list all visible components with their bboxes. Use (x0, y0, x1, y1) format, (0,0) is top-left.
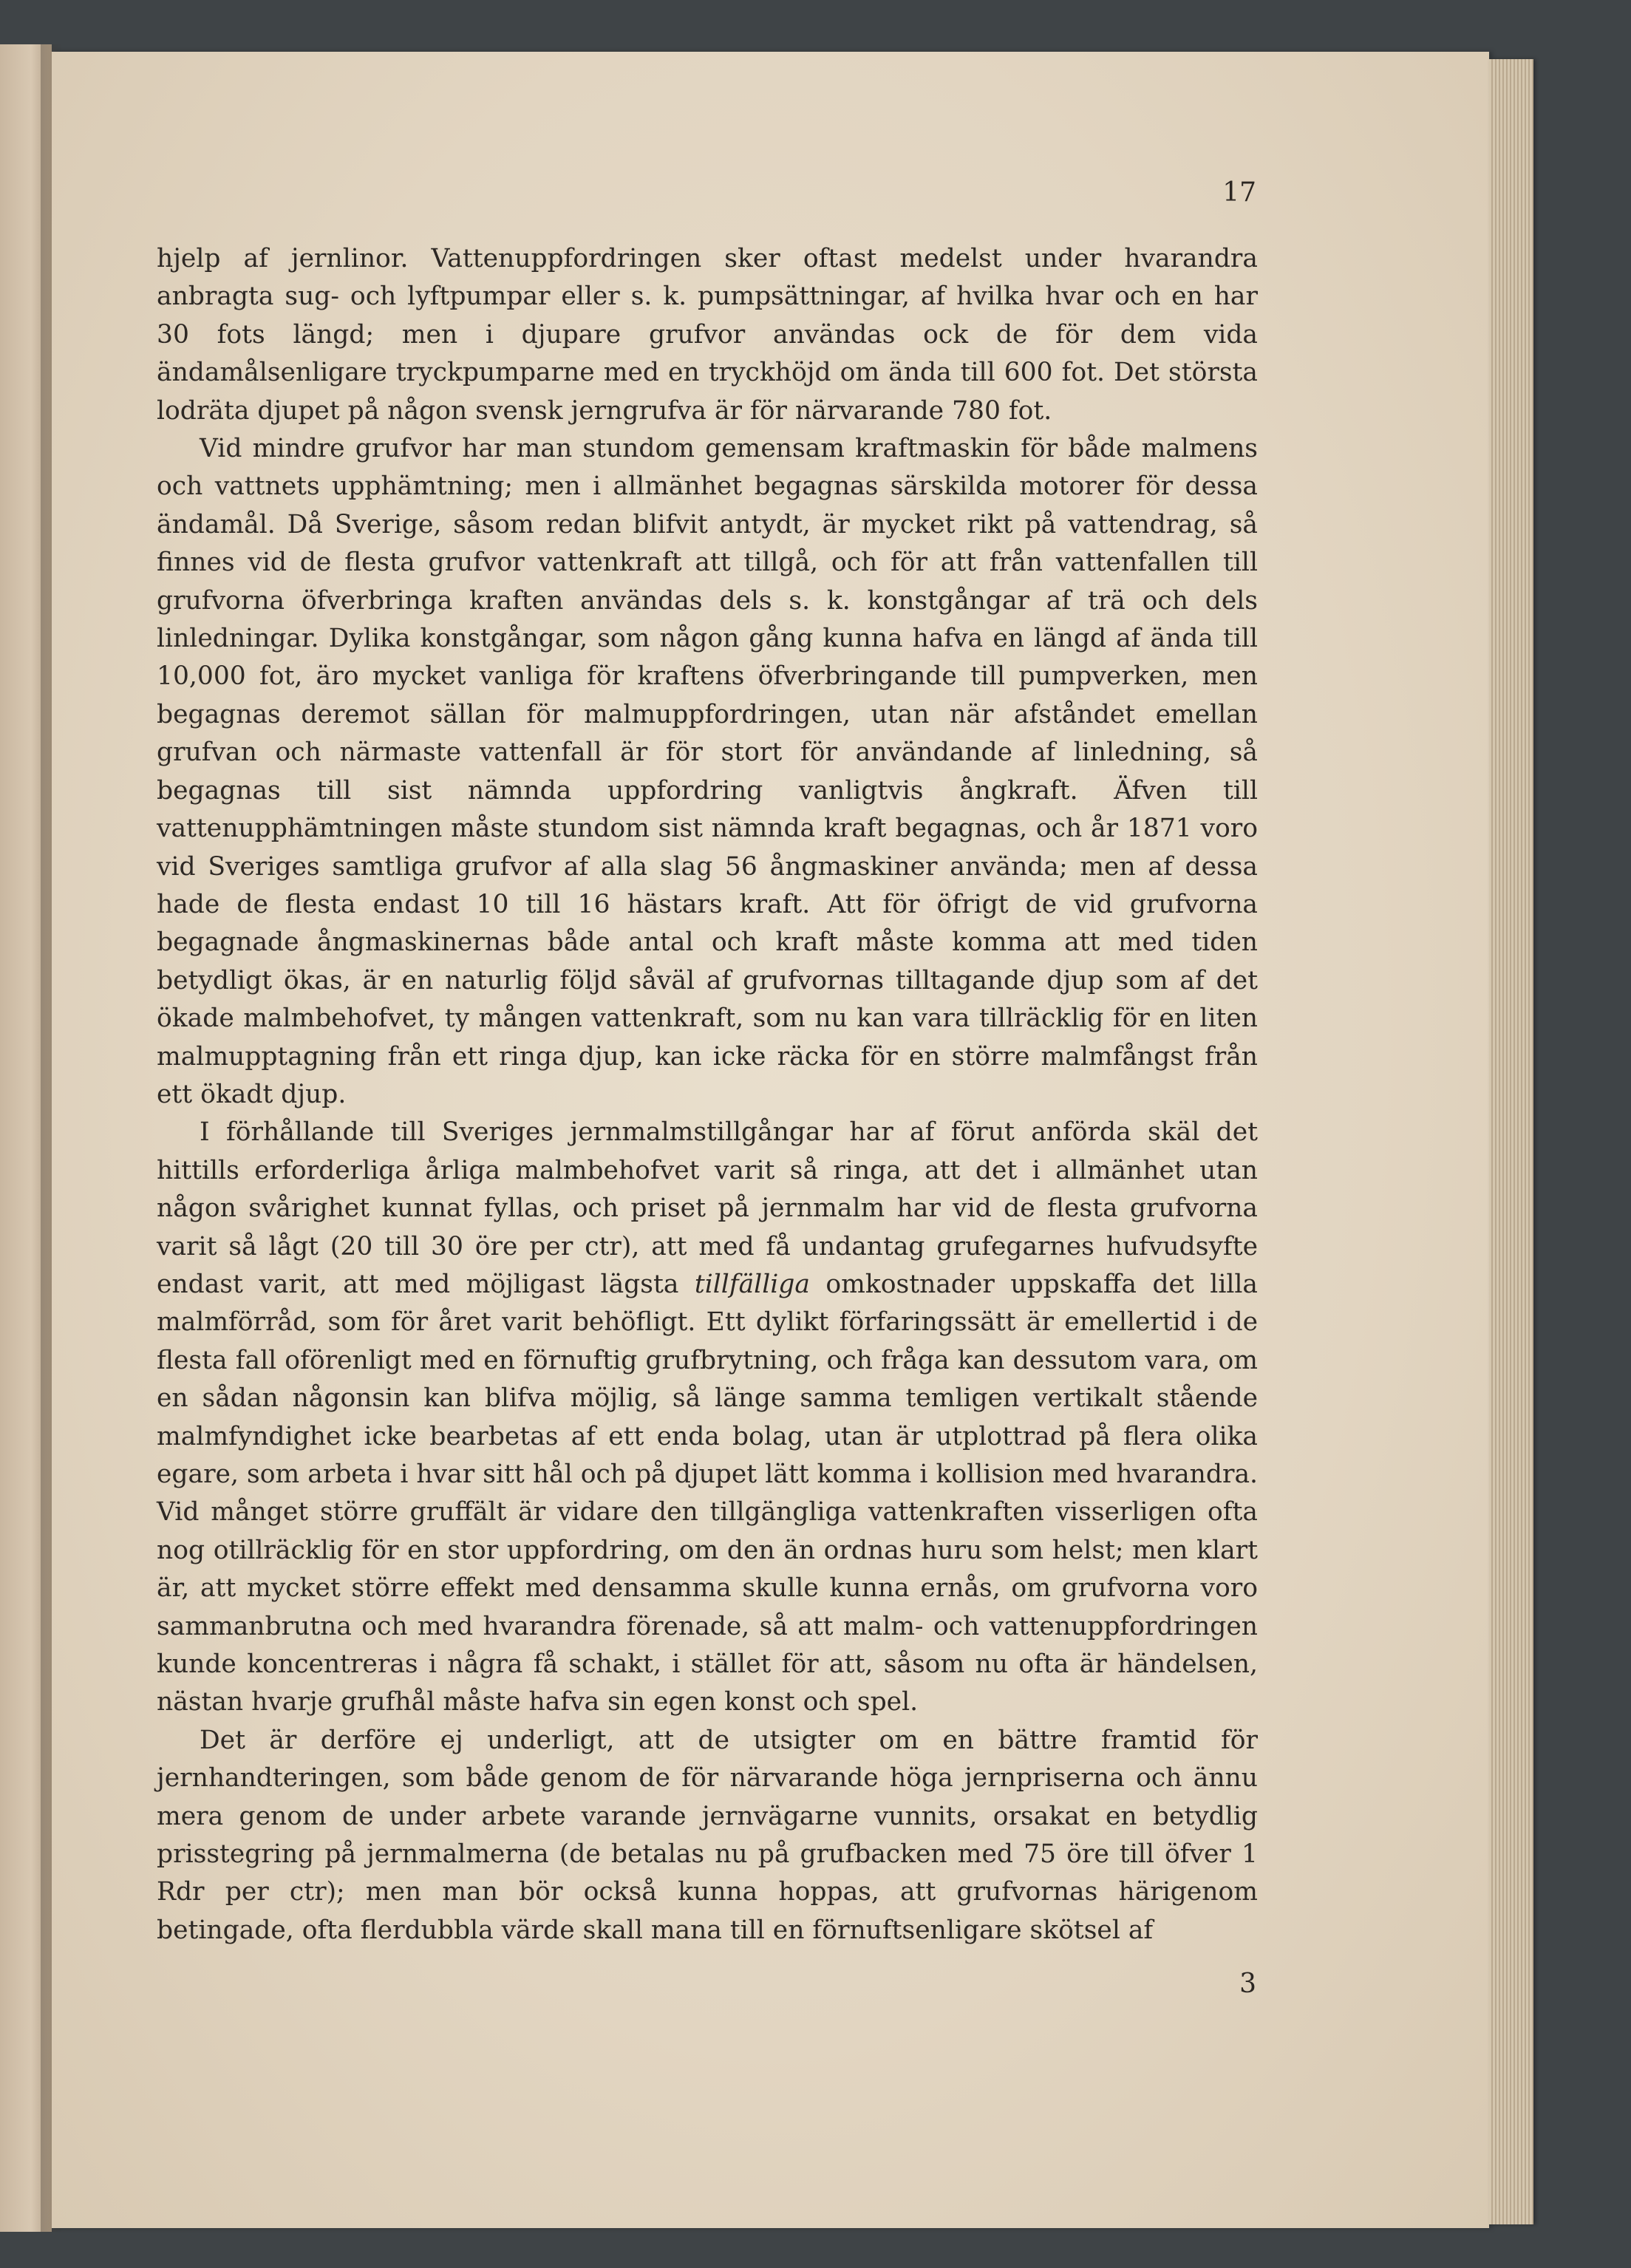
paragraph-3-text-end: omkostnader uppskaffa det lilla malmförråd, som för året varit behöfligt. Ett dylikt förfaringssätt är emellertid i de flesta fall oförenligt med en förnuftig grufbrytning, och fråga kan dessutom vara, om en sådan någonsin kan blifva möjlig, så länge samma temligen vertikalt stående malmfyndighet icke bearbetas af ett enda bolag, utan är utplottrad på flera olika egare, som arbeta i hvar sitt hål och på djupet lätt komma i kollision med hvarandra. Vid månget större gruffält är vidare den tillgängliga vattenkraften visserligen ofta nog otillräcklig för en stor uppfordring, om den än ordnas huru som helst; men klart är, att mycket större effekt med densamma skulle kunna ernås, om grufvorna voro sammanbrutna och med hvarandra förenade, så att malm- och vattenuppfordringen kunde koncentreras i några få schakt, i stället för att, såsom nu ofta är händelsen, nästan hvarje grufhål måste hafva sin egen konst och spel. (157, 1269, 1258, 1717)
body-text (157, 240, 1258, 1949)
page-stack-edge (1489, 59, 1533, 2224)
paragraph-4-text: Det är derföre ej underligt, att de utsigter om en bättre framtid för jernhandteringen, som både genom de för närvarande höga jernpriserna och ännu mera genom de under arbete varande jernvägarne vunnits, orsakat en betydlig prisstegring på jernmalmerna (de betalas nu på grufbacken med 75 öre till öfver 1 Rdr per ctr); men man bör också kunna hoppas, att grufvornas härigenom betingade, ofta flerdubbla värde skall mana till en förnuftsenligare skötsel af (157, 1725, 1258, 1945)
page-number: 17 (1222, 177, 1256, 208)
paragraph-3-emphasis: tillfälliga (694, 1269, 810, 1299)
signature-mark: 3 (1239, 1969, 1256, 1999)
paragraph-4 (157, 1722, 1258, 1949)
paragraph-3-text-start: I förhållande till Sveriges jernmalmstillgångar har af förut anförda skäl det hittills erforderliga årliga malmbehofvet varit så ringa, att det i allmänhet utan någon svårighet kunnat fyllas, och priset på jernmalm har vid de flesta grufvorna varit så lågt (20 till 30 öre per ctr), att med få undantag grufegarnes hufvudsyfte endast varit, att med möjligast lägsta (157, 1117, 1258, 1299)
paragraph-2-text: Vid mindre grufvor har man stundom gemensam kraftmaskin för både malmens och vattnets upphämtning; men i allmänhet begagnas särskilda motorer för dessa ändamål. Då Sverige, såsom redan blifvit antydt, är mycket rikt på vattendrag, så finnes vid de flesta grufvor vattenkraft att tillgå, och för att från vattenfallen till grufvorna öfverbringa kraften användas dels s. k. konstgångar af trä och dels linledningar. Dylika konstgångar, som någon gång kunna hafva en längd af ända till 10,000 fot, äro mycket vanliga för kraftens öfverbringande till pumpverken, men begagnas deremot sällan för malmuppfordringen, utan när afståndet emellan grufvan och närmaste vattenfall är för stort för användande af linledning, så begagnas till sist nämnda uppfordring vanligtvis ångkraft. Äfven till vattenupphämtningen måste stundom sist nämnda kraft begagnas, och år 1871 voro vid Sveriges samtliga grufvor af alla slag 56 ångmaskiner använda; men af dessa hade de flesta endast 10 till 16 hästars kraft. Att för öfrigt de vid grufvorna begagnade ångmaskinernas både antal och kraft måste komma att med tiden betydligt ökas, är en naturlig följd såväl af grufvornas tilltagande djup som af det ökade malmbehofvet, ty mången vattenkraft, som nu kan vara tillräcklig för en liten malmupptagning från ett ringa djup, kan icke räcka för en större malmfångst från ett ökadt djup. (157, 434, 1258, 1109)
paragraph-1 (157, 240, 1258, 430)
paragraph-1-text: hjelp af jernlinor. Vattenuppfordringen sker oftast medelst under hvarandra anbragta sug- och lyftpumpar eller s. k. pumpsättningar, af hvilka hvar och en har 30 fots längd; men i djupare grufvor användas ock de för dem vida ändamålsenligare tryckpumparne med en tryckhöjd om ända till 600 fot. Det största lodräta djupet på någon svensk jerngrufva är för närvarande 780 fot. (157, 244, 1258, 426)
paragraph-3 (157, 1114, 1258, 1722)
paragraph-2 (157, 430, 1258, 1114)
